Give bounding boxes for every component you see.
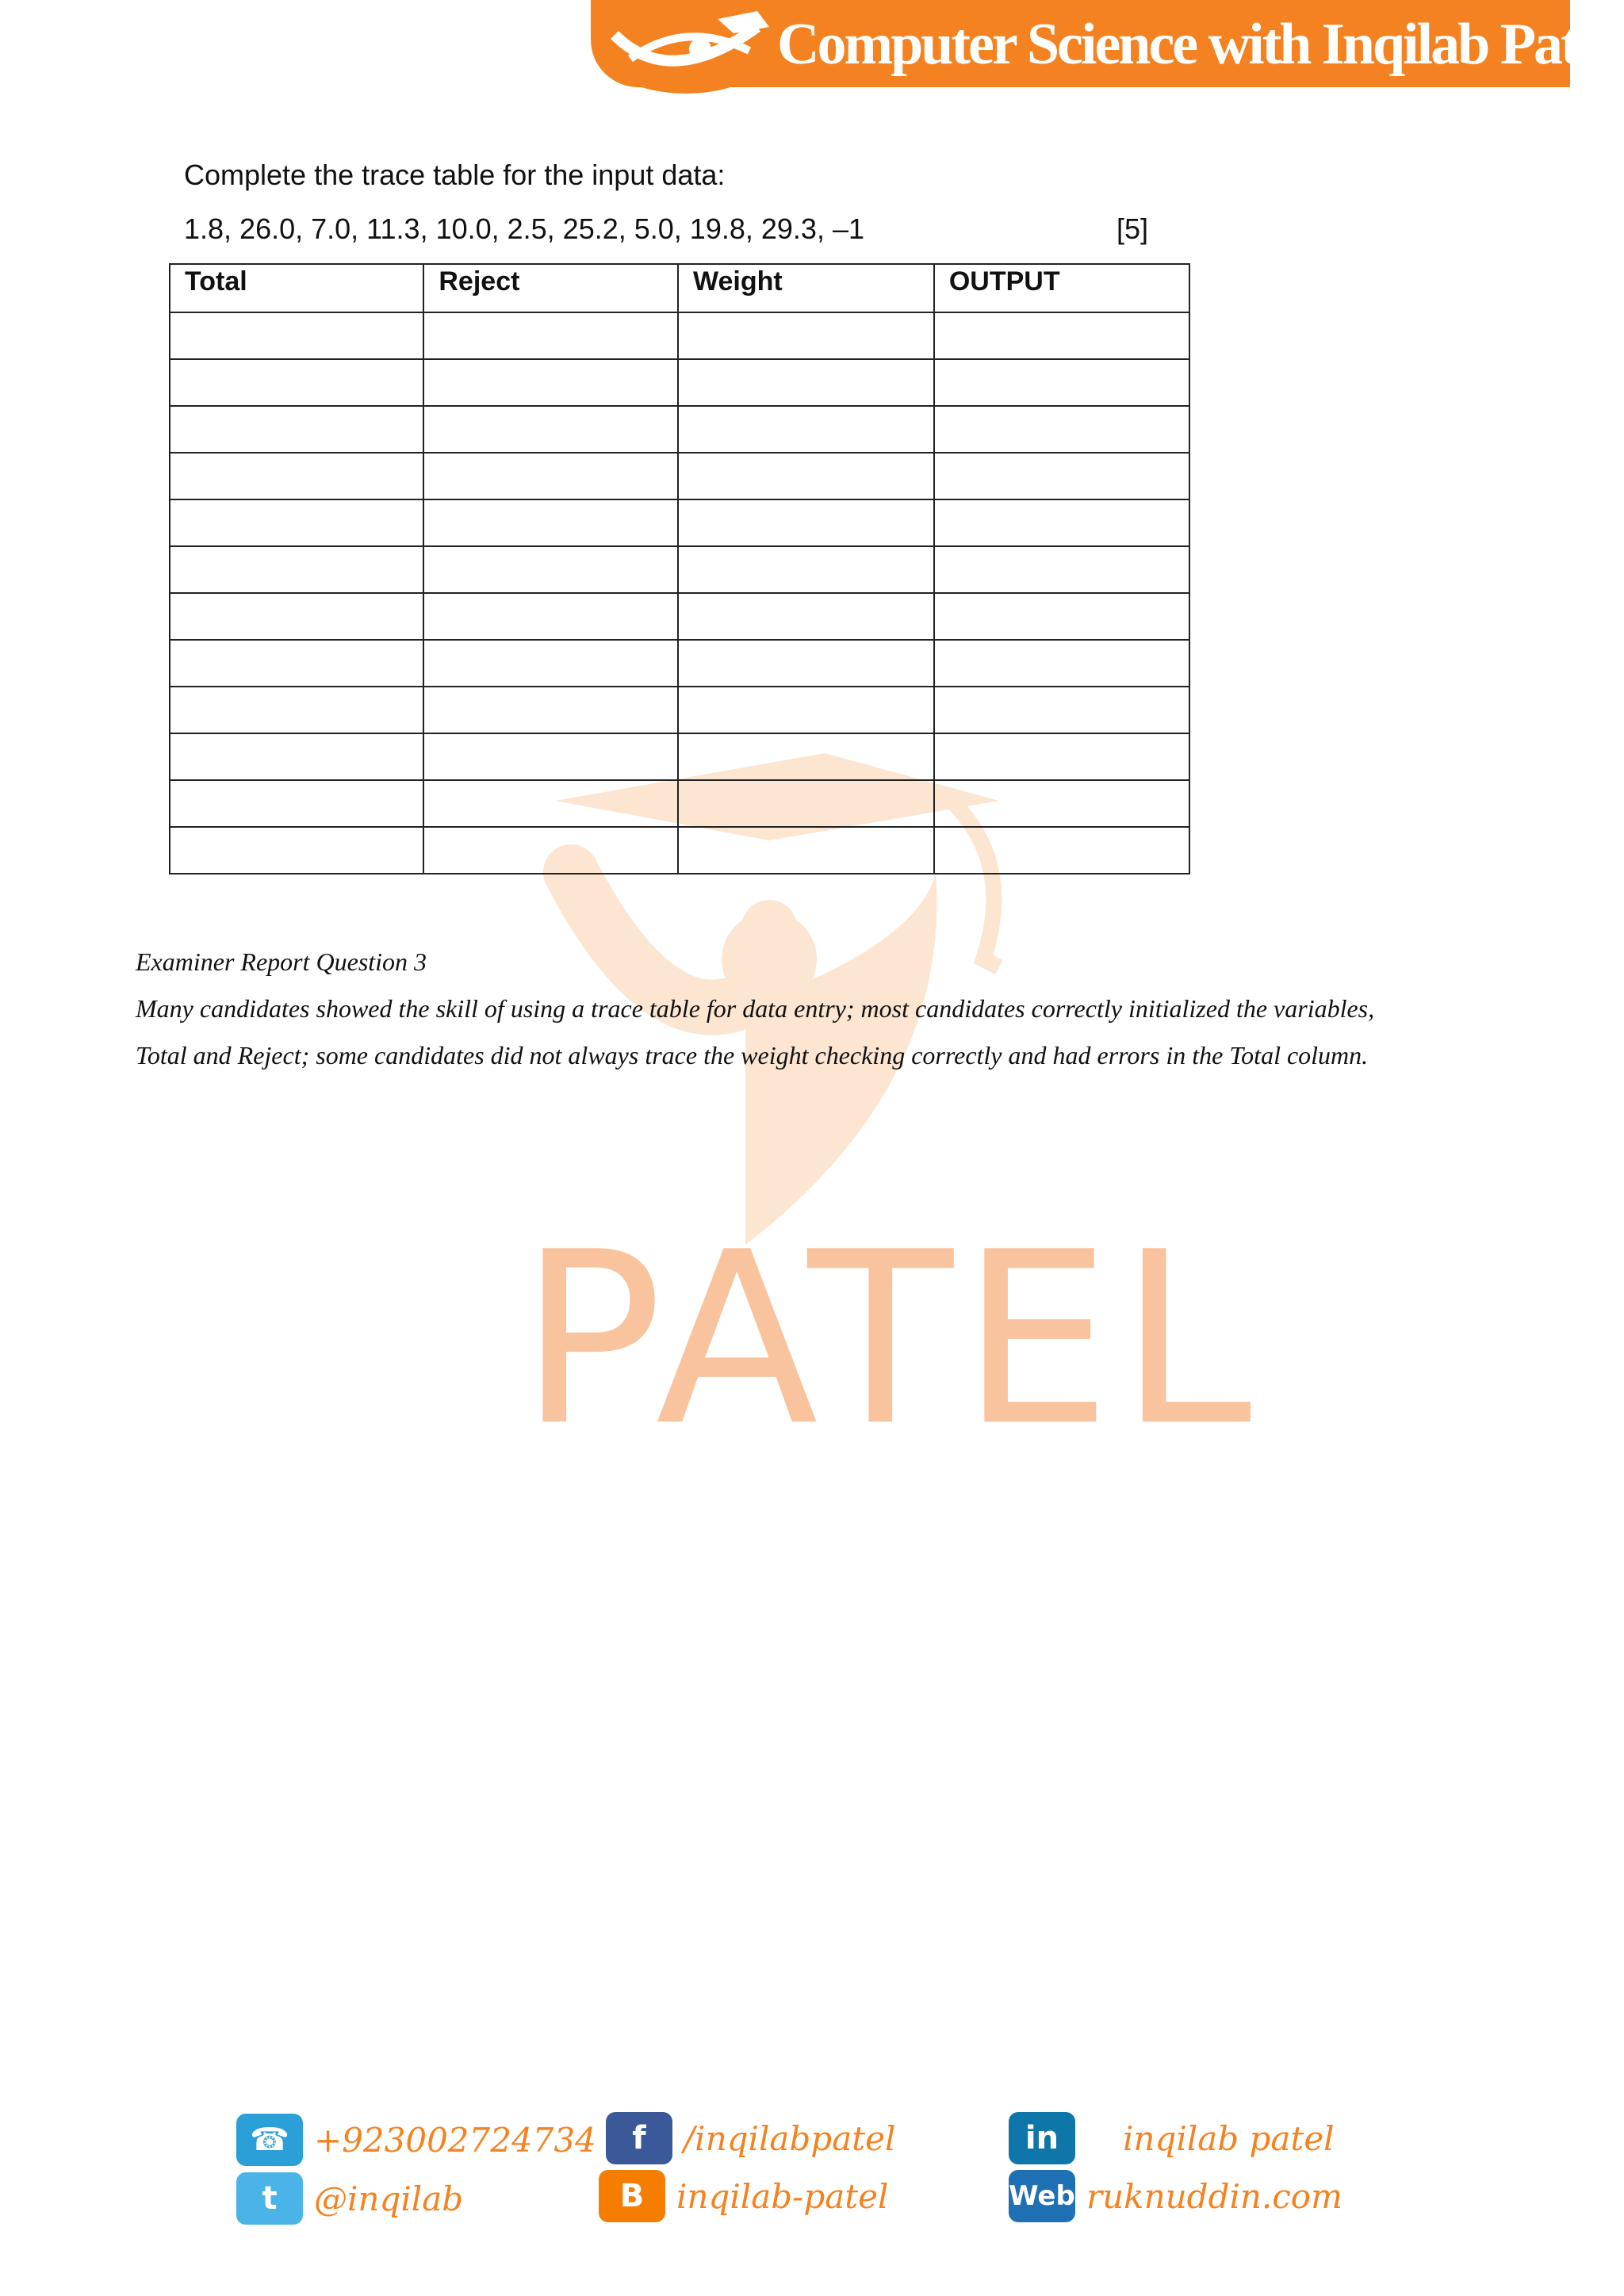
table-cell[interactable] [678, 733, 934, 780]
table-cell[interactable] [170, 780, 423, 827]
table-cell[interactable] [934, 312, 1189, 359]
table-cell[interactable] [423, 406, 678, 453]
table-row [170, 640, 1189, 687]
question-instruction: Complete the trace table for the input data: [184, 159, 726, 191]
table-row [170, 780, 1189, 827]
table-cell[interactable] [170, 593, 423, 640]
table-cell[interactable] [678, 546, 934, 593]
table-row [170, 359, 1189, 406]
table-cell[interactable] [934, 827, 1189, 874]
footer-phone-text: +923002724734 [314, 2120, 596, 2160]
table-cell[interactable] [423, 780, 678, 827]
table-cell[interactable] [678, 359, 934, 406]
table-cell[interactable] [678, 593, 934, 640]
table-cell[interactable] [170, 640, 423, 687]
table-cell[interactable] [423, 546, 678, 593]
header-reject: Reject [423, 264, 678, 312]
table-cell[interactable] [423, 593, 678, 640]
table-row [170, 406, 1189, 453]
table-cell[interactable] [423, 312, 678, 359]
table-cell[interactable] [678, 640, 934, 687]
header-total: Total [170, 264, 423, 312]
blogger-icon: B [599, 2170, 665, 2222]
table-cell[interactable] [678, 687, 934, 733]
twitter-icon: t [236, 2172, 303, 2225]
facebook-icon: f [606, 2112, 672, 2164]
footer-phone[interactable] [236, 2114, 596, 2166]
table-cell[interactable] [934, 687, 1189, 733]
linkedin-icon: in [1009, 2112, 1075, 2164]
table-cell[interactable] [170, 827, 423, 874]
table-cell[interactable] [678, 827, 934, 874]
footer-linkedin[interactable] [1009, 2112, 1335, 2164]
table-cell[interactable] [934, 640, 1189, 687]
phone-icon: ☎ [236, 2114, 303, 2166]
table-row [170, 312, 1189, 359]
table-cell[interactable] [170, 546, 423, 593]
header-weight: Weight [678, 264, 934, 312]
table-cell[interactable] [423, 640, 678, 687]
table-row [170, 827, 1189, 874]
footer-blogger-text: inqilab-patel [676, 2176, 889, 2216]
header-output: OUTPUT [934, 264, 1189, 312]
table-row [170, 499, 1189, 546]
table-cell[interactable] [678, 453, 934, 499]
examiner-report-line-1: Many candidates showed the skill of using a trace table for data entry; most candidates correctly initialized the variables, [136, 994, 1375, 1023]
table-cell[interactable] [423, 499, 678, 546]
table-cell[interactable] [934, 546, 1189, 593]
footer-linkedin-text: inqilab patel [1123, 2118, 1335, 2158]
table-row [170, 546, 1189, 593]
table-cell[interactable] [934, 593, 1189, 640]
table-cell[interactable] [934, 406, 1189, 453]
footer-facebook[interactable] [606, 2112, 895, 2164]
table-cell[interactable] [934, 499, 1189, 546]
examiner-report-title: Examiner Report Question 3 [136, 947, 427, 976]
table-cell[interactable] [170, 453, 423, 499]
footer-twitter[interactable] [236, 2172, 463, 2225]
table-cell[interactable] [423, 827, 678, 874]
graduate-swoosh-icon [599, 3, 781, 98]
table-cell[interactable] [423, 687, 678, 733]
table-cell[interactable] [934, 780, 1189, 827]
table-cell[interactable] [423, 453, 678, 499]
footer-facebook-text: /inqilabpatel [684, 2118, 896, 2158]
examiner-report-line-2: Total and Reject; some candidates did not always trace the weight checking correctly and had errors in the Total column. [136, 1041, 1369, 1070]
trace-table [169, 263, 1190, 874]
table-row [170, 687, 1189, 733]
table-cell[interactable] [678, 312, 934, 359]
table-cell[interactable] [170, 687, 423, 733]
table-cell[interactable] [423, 359, 678, 406]
table-cell[interactable] [678, 406, 934, 453]
table-cell[interactable] [678, 499, 934, 546]
table-row [170, 453, 1189, 499]
table-cell[interactable] [170, 733, 423, 780]
table-cell[interactable] [170, 359, 423, 406]
table-cell[interactable] [170, 499, 423, 546]
footer-web[interactable] [1009, 2170, 1342, 2222]
table-cell[interactable] [678, 780, 934, 827]
table-cell[interactable] [170, 406, 423, 453]
table-cell[interactable] [934, 453, 1189, 499]
table-row [170, 593, 1189, 640]
table-header-row [170, 264, 1189, 312]
footer-twitter-text: @inqilab [314, 2179, 464, 2218]
footer-web-text: ruknuddin.com [1086, 2176, 1342, 2216]
table-cell[interactable] [170, 312, 423, 359]
question-input-data: 1.8, 26.0, 7.0, 11.3, 10.0, 2.5, 25.2, 5.0, 19.8, 29.3, –1 [184, 212, 864, 245]
table-cell[interactable] [423, 733, 678, 780]
web-icon: Web [1009, 2170, 1075, 2222]
watermark-text: PATEL [519, 1201, 1260, 1478]
table-row [170, 733, 1189, 780]
table-cell[interactable] [934, 733, 1189, 780]
question-marks: [5] [1116, 212, 1149, 245]
table-cell[interactable] [934, 359, 1189, 406]
header-title: Computer Science with Inqilab Patel [777, 12, 1616, 77]
footer-blogger[interactable] [599, 2170, 888, 2222]
